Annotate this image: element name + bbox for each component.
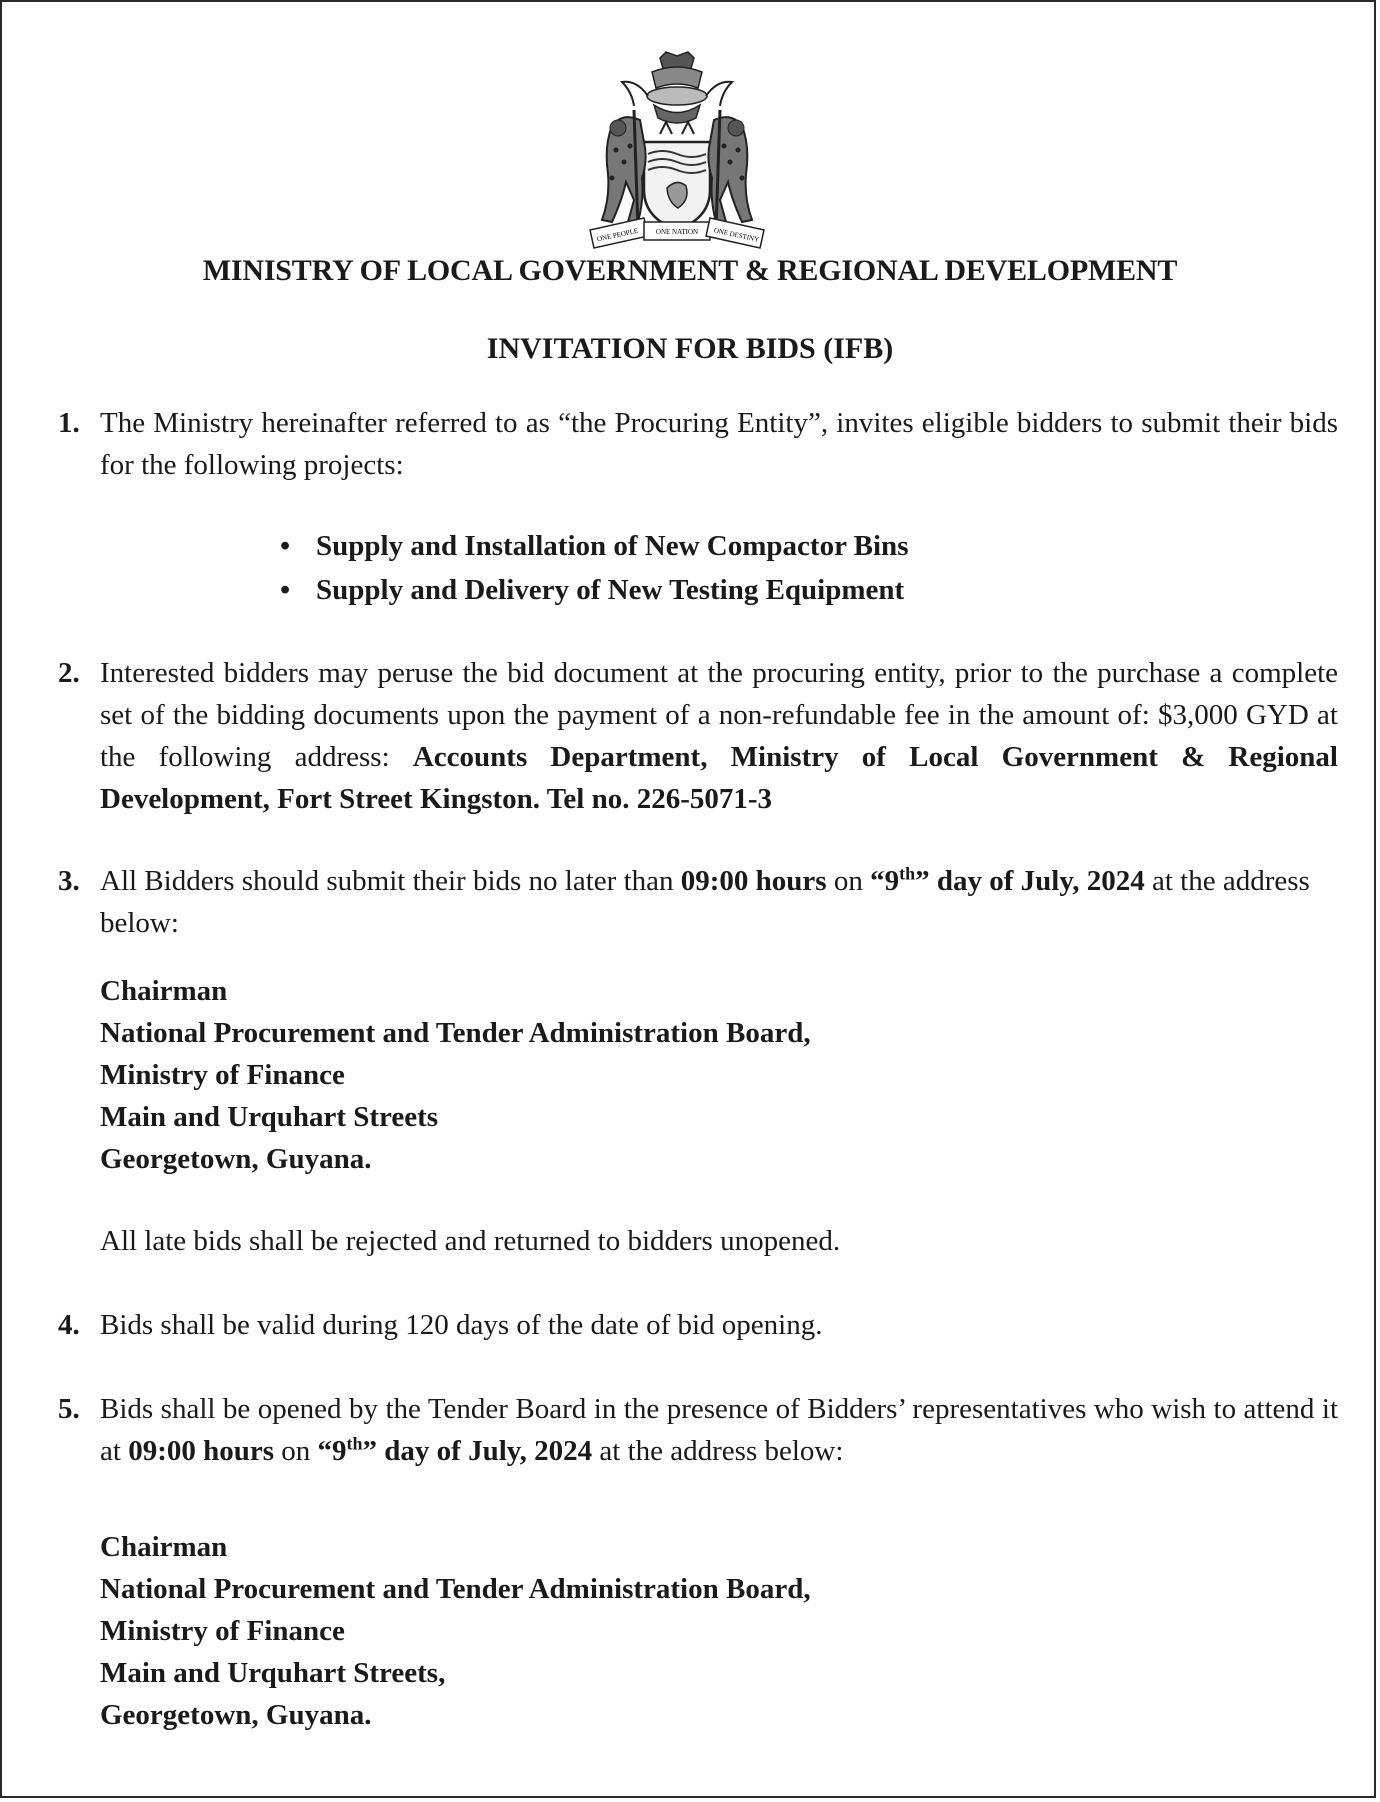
project-name: Supply and Delivery of New Testing Equipment xyxy=(316,574,905,606)
motto-part-2: ONE NATION xyxy=(655,228,699,236)
address-line: Chairman xyxy=(100,1531,228,1563)
address-line: Main and Urquhart Streets, xyxy=(100,1657,446,1689)
section-2 xyxy=(58,652,1338,820)
section-5-on: on xyxy=(281,1435,311,1467)
accounts-address: Accounts Department, Ministry of Local Government & Regional Development, Fort Street Kingston. Tel no. 226-5071-3 xyxy=(100,741,1338,815)
section-3-text: All Bidders should submit their bids no later than xyxy=(100,865,674,897)
section-5-text: Bids shall be opened by the Tender Board in the presence of Bidders’ representatives who wish to attend it at xyxy=(100,1393,1338,1467)
section-number: 4. xyxy=(58,1309,80,1341)
section-3-tail: at the address below: xyxy=(100,865,1310,939)
section-4-text: Bids shall be valid during 120 days of the date of bid opening. xyxy=(100,1309,823,1341)
address-line: Ministry of Finance xyxy=(100,1059,345,1091)
deadline-date: “9th” day of July, 2024 xyxy=(870,863,1145,897)
late-bids-note: All late bids shall be rejected and returned to bidders unopened. xyxy=(100,1225,841,1257)
coat-of-arms-emblem xyxy=(582,50,772,255)
section-1 xyxy=(58,402,1338,486)
notice-body xyxy=(58,402,1338,1736)
opening-date: “9th” day of July, 2024 xyxy=(317,1433,593,1467)
address-line: Georgetown, Guyana. xyxy=(100,1143,372,1175)
section-2-text: Interested bidders may peruse the bid document at the procuring entity, prior to the purchase a complete set of the bidding documents upon the payment of a non-refundable fee in the amount of: $3,000 GYD at the following address: xyxy=(100,657,1338,773)
motto-part-1: ONE PEOPLE xyxy=(596,226,639,244)
address-line: National Procurement and Tender Administration Board, xyxy=(100,1573,811,1605)
section-5 xyxy=(58,1388,1338,1736)
bullet-icon: • xyxy=(280,574,291,606)
submission-address xyxy=(100,970,1338,1180)
section-number: 5. xyxy=(58,1393,80,1425)
ministry-heading: MINISTRY OF LOCAL GOVERNMENT & REGIONAL DEVELOPMENT xyxy=(202,254,1178,287)
section-3 xyxy=(58,860,1338,1262)
section-number: 2. xyxy=(58,657,80,689)
section-number: 3. xyxy=(58,865,80,897)
address-line: Ministry of Finance xyxy=(100,1615,345,1647)
section-1-text: The Ministry hereinafter referred to as “the Procuring Entity”, invites eligible bidders to submit their bids for the following projects: xyxy=(100,407,1338,481)
address-line: Chairman xyxy=(100,975,228,1007)
deadline-time: 09:00 hours xyxy=(680,865,827,897)
section-number: 1. xyxy=(58,407,80,439)
section-4 xyxy=(58,1304,1338,1346)
address-line: Main and Urquhart Streets xyxy=(100,1101,439,1133)
list-item xyxy=(280,568,1338,612)
list-item xyxy=(280,524,1338,568)
projects-list xyxy=(58,524,1338,612)
project-name: Supply and Installation of New Compactor Bins xyxy=(316,530,909,562)
section-3-on: on xyxy=(833,865,863,897)
address-line: National Procurement and Tender Administration Board, xyxy=(100,1017,811,1049)
document-title: INVITATION FOR BIDS (IFB) xyxy=(486,332,894,365)
bullet-icon: • xyxy=(280,530,291,562)
opening-address xyxy=(100,1526,1338,1736)
motto-part-3: ONE DESTINY xyxy=(713,226,760,244)
address-line: Georgetown, Guyana. xyxy=(100,1699,372,1731)
opening-time: 09:00 hours xyxy=(128,1435,275,1467)
section-5-tail: at the address below: xyxy=(599,1435,844,1467)
